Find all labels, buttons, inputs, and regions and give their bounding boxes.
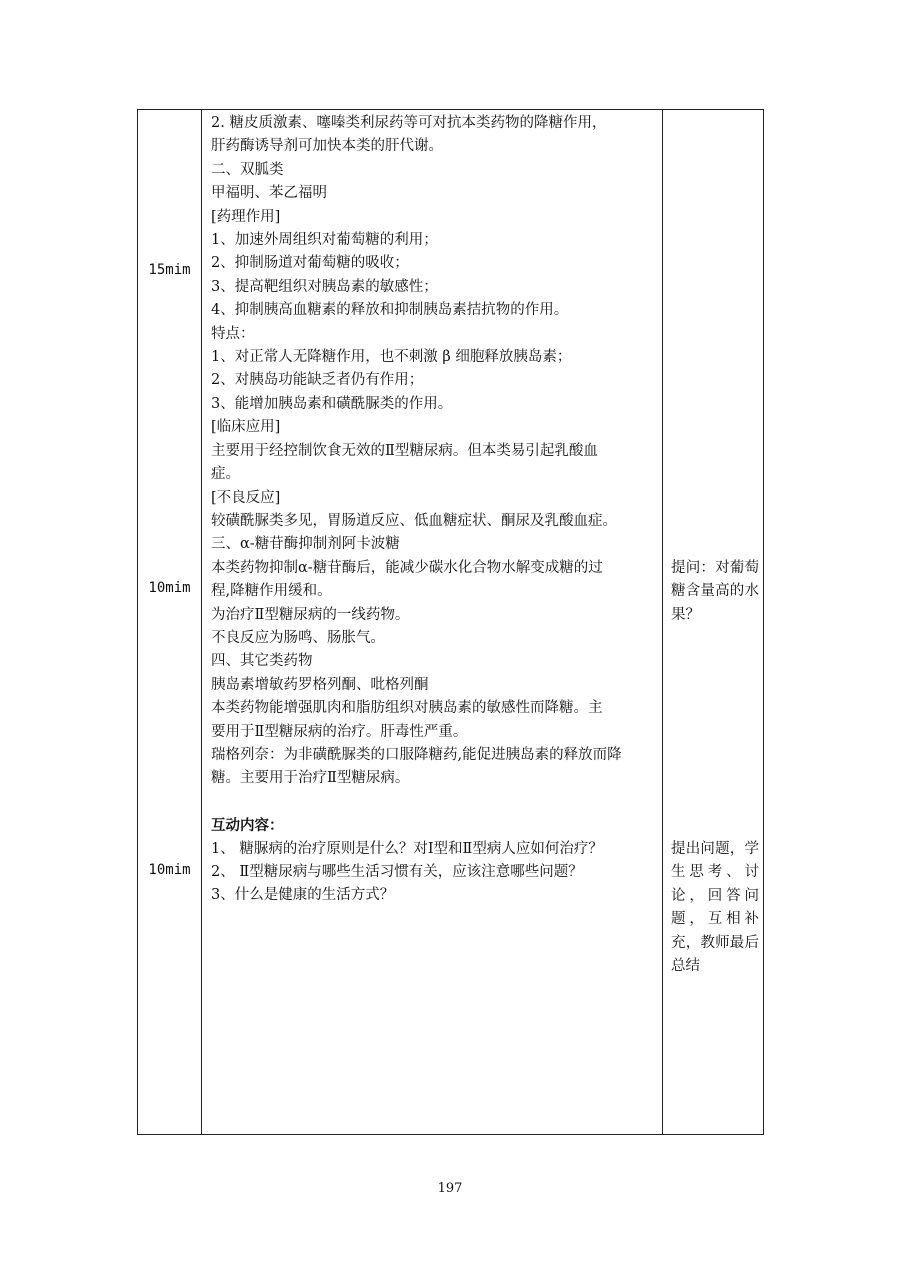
content-line: 3、能增加胰岛素和磺酰脲类的作用。 xyxy=(211,395,453,412)
content-line: 肝药酶诱导剂可加快本类的肝代谢。 xyxy=(211,138,443,155)
note-discussion: 提出问题，学生思考、讨论，回答问题，互相补充，教师最后总结 xyxy=(671,841,759,975)
content-line: 四、其它类药物 xyxy=(211,653,313,670)
content-line: 2、 Ⅱ型糖尿病与哪些生活习惯有关，应该注意哪些问题？ xyxy=(211,863,583,880)
content-line: 1、加速外周组织对葡萄糖的利用； xyxy=(211,232,438,249)
time-cell-3: 10mim xyxy=(148,862,191,878)
content-line: 二、双胍类 xyxy=(211,161,284,178)
content-line: 糖。主要用于治疗Ⅱ型糖尿病。 xyxy=(211,770,410,787)
content-line: 症。 xyxy=(211,466,240,483)
content-line: 程,降糖作用缓和。 xyxy=(211,583,332,600)
content-line: 本类药物抑制α-糖苷酶后，能减少碳水化合物水解变成糖的过 xyxy=(211,559,603,576)
content-line: 三、α-糖苷酶抑制剂阿卡波糖 xyxy=(211,536,400,553)
content-line: 4、抑制胰高血糖素的释放和抑制胰岛素拮抗物的作用。 xyxy=(211,302,569,319)
content-line: 2、抑制肠道对葡萄糖的吸收； xyxy=(211,255,409,272)
content-line: 2、对胰岛功能缺乏者仍有作用； xyxy=(211,372,424,389)
content-line: 本类药物能增强肌肉和脂肪组织对胰岛素的敏感性而降糖。主 xyxy=(211,700,603,717)
content-line: 1、 糖脲病的治疗原则是什么？对Ⅰ型和Ⅱ型病人应如何治疗？ xyxy=(211,840,603,857)
content-line: 较磺酰脲类多见，胃肠道反应、低血糖症状、酮尿及乳酸血症。 xyxy=(211,512,617,529)
lesson-plan-table xyxy=(137,109,764,1135)
column-divider-notes xyxy=(662,110,663,1134)
column-divider-time xyxy=(201,110,202,1134)
page-number: 197 xyxy=(437,1181,463,1196)
content-line: [药理作用] xyxy=(211,208,281,225)
content-line: 1、对正常人无降糖作用，也不刺激 β 细胞释放胰岛素； xyxy=(211,349,572,366)
content-line: 瑞格列奈：为非磺酰脲类的口服降糖药,能促进胰岛素的释放而降 xyxy=(211,746,622,763)
content-line: [不良反应] xyxy=(211,489,281,506)
content-line: 3、提高靶组织对胰岛素的敏感性； xyxy=(211,278,438,295)
note-question: 提问：对葡萄糖含量高的水果？ xyxy=(671,560,759,623)
content-line: 甲福明、苯乙福明 xyxy=(211,185,327,202)
content-column xyxy=(211,112,659,908)
content-line: [临床应用] xyxy=(211,419,281,436)
content-line: 为治疗Ⅱ型糖尿病的一线药物。 xyxy=(211,606,410,623)
content-line: 要用于Ⅱ型糖尿病的治疗。肝毒性严重。 xyxy=(211,723,468,740)
content-line: 特点： xyxy=(211,325,255,342)
time-cell-1: 15mim xyxy=(148,262,191,278)
content-line: 3、什么是健康的生活方式？ xyxy=(211,887,395,904)
blank-line xyxy=(211,791,659,814)
interaction-heading: 互动内容： xyxy=(211,817,284,835)
content-line: 主要用于经控制饮食无效的Ⅱ型糖尿病。但本类易引起乳酸血 xyxy=(211,442,598,459)
content-line: 胰岛素增敏药罗格列酮、吡格列酮 xyxy=(211,676,429,693)
content-line: 2. 糖皮质激素、噻嗪类利尿药等可对抗本类药物的降糖作用， xyxy=(211,115,607,131)
content-line: 不良反应为肠鸣、肠胀气。 xyxy=(211,629,385,646)
time-cell-2: 10mim xyxy=(148,580,191,596)
